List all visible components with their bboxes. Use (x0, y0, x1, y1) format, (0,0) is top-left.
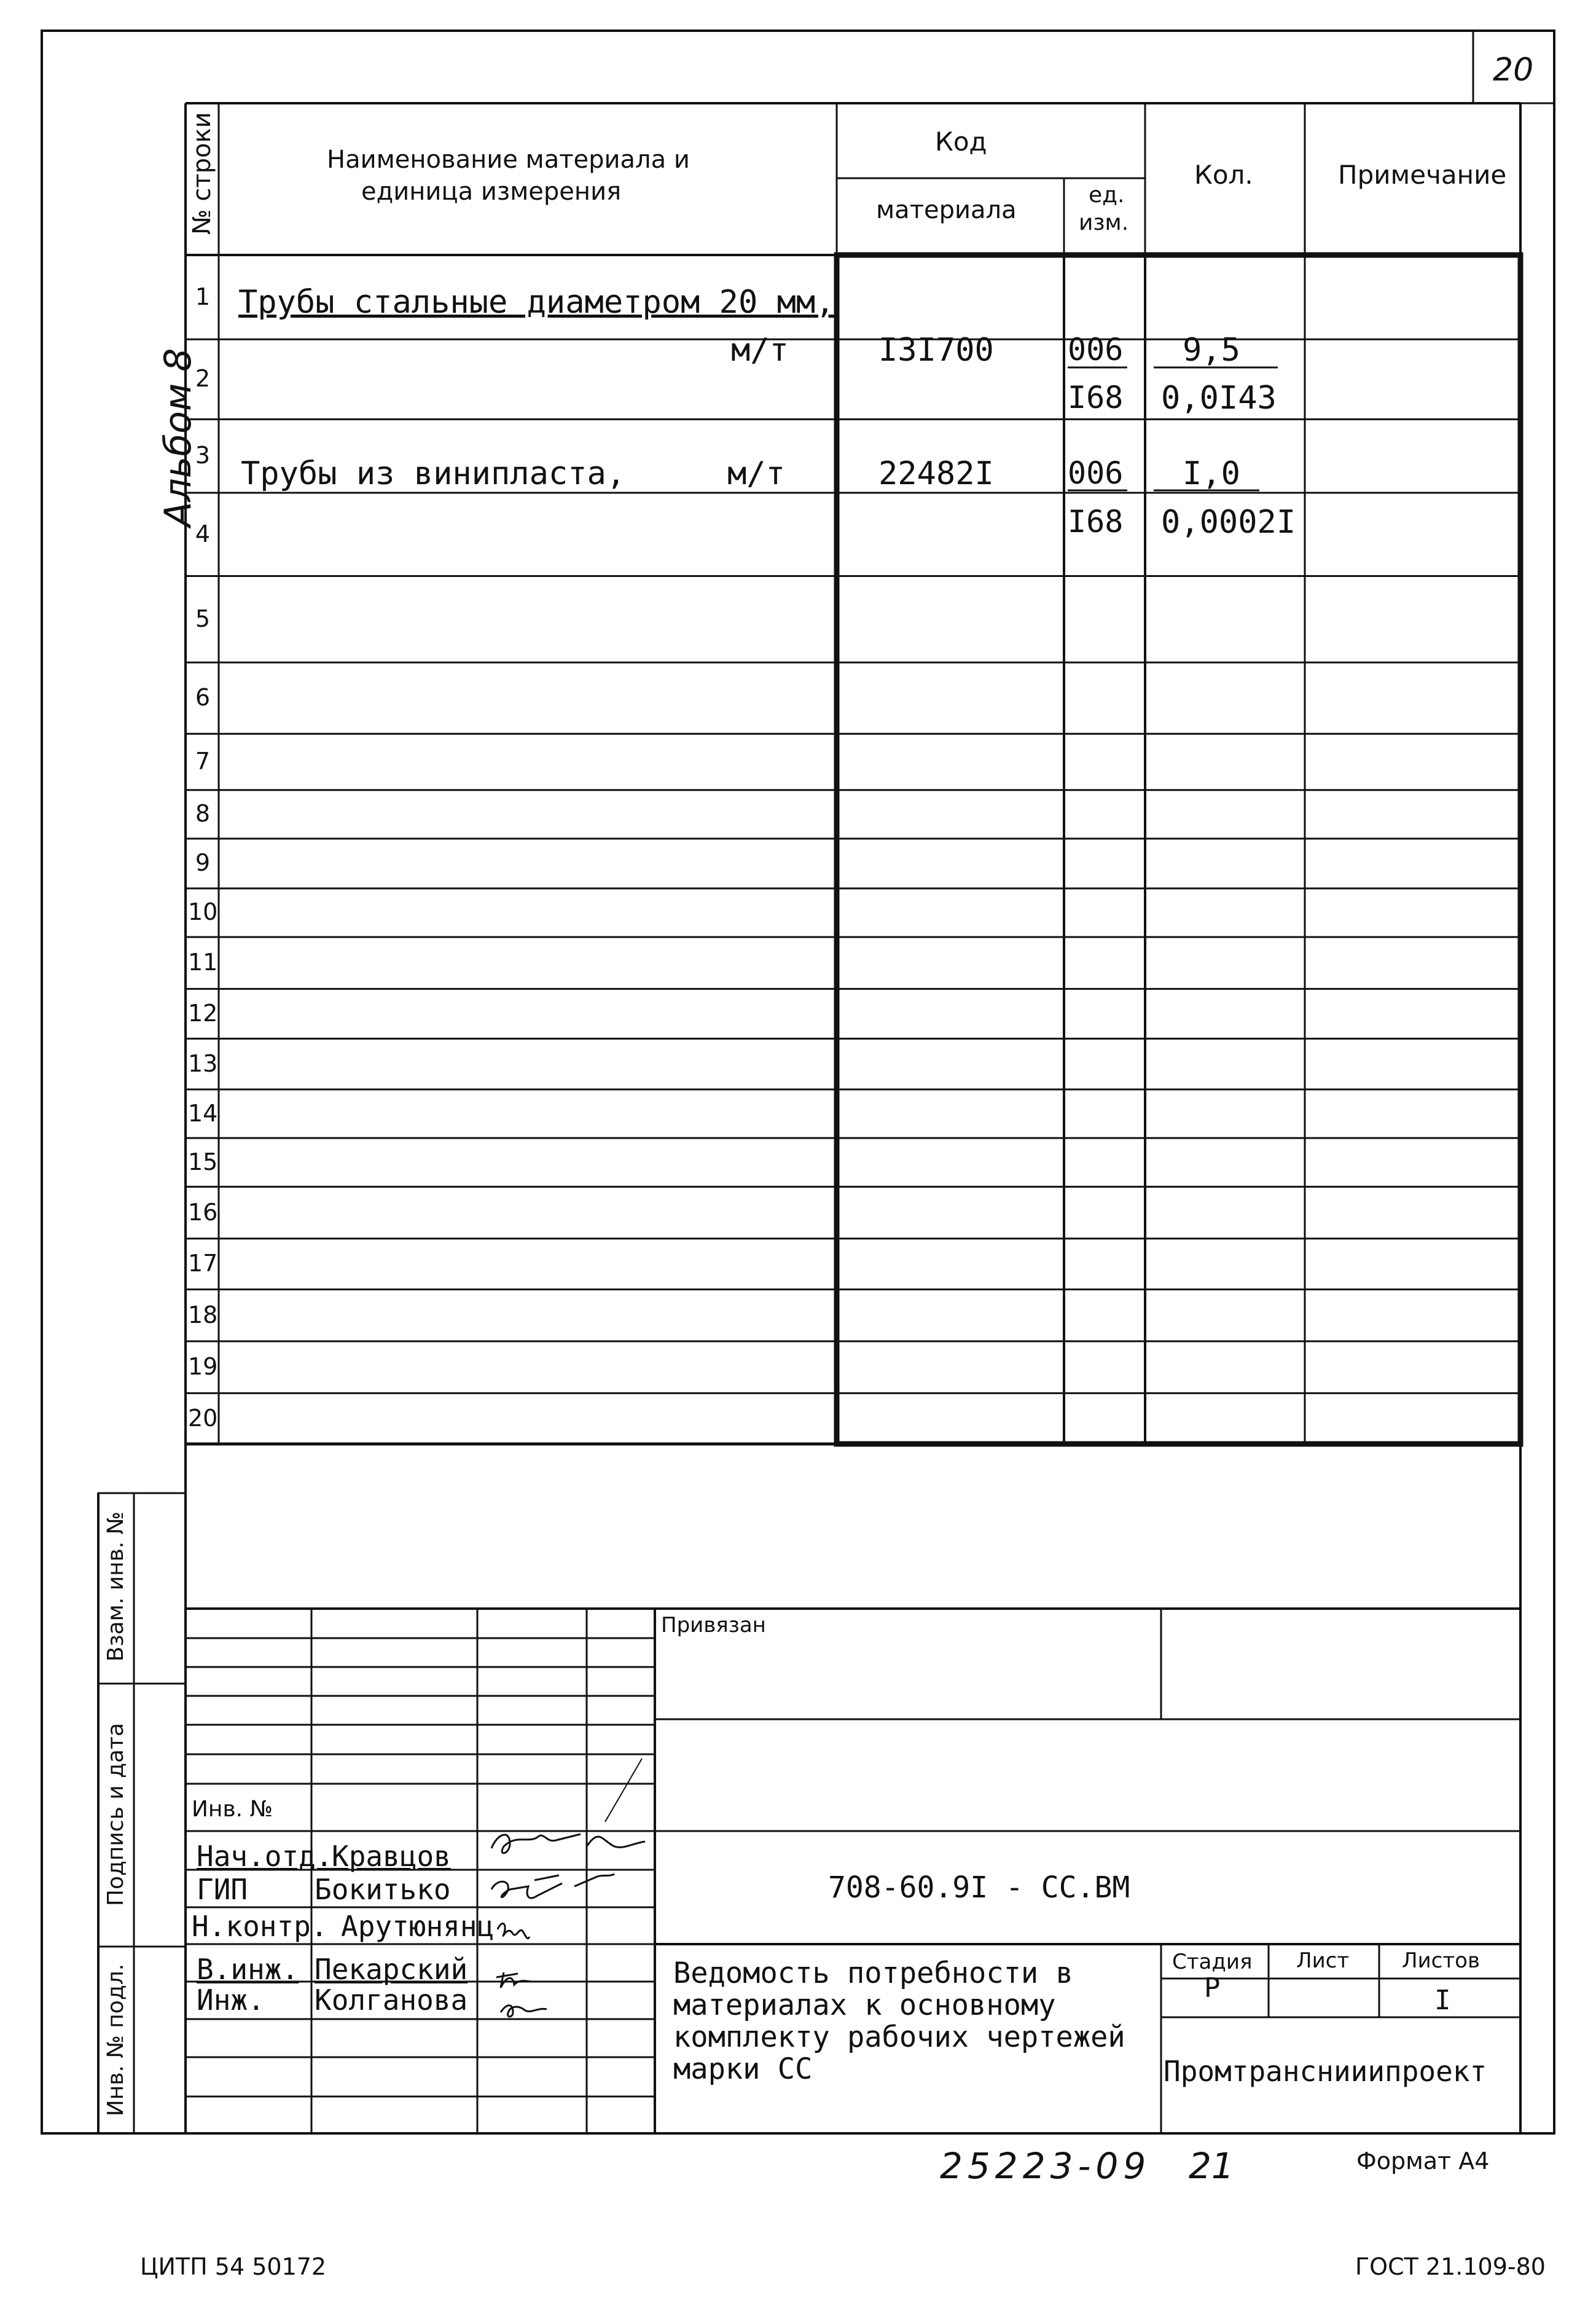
row-number: 5 (195, 605, 211, 632)
entry-row2-unit: м/т (731, 332, 789, 369)
side-label-inv-orig: Инв. № подл. (103, 1963, 128, 2117)
row-number: 8 (195, 800, 211, 828)
stamp-inv-no: Инв. № (192, 1797, 273, 1822)
page-number: 21 (1189, 2145, 1234, 2187)
row-number: 10 (188, 898, 218, 926)
row-number: 1 (195, 283, 211, 310)
stamp-title-line3: комплекту рабочих чертежей (673, 2020, 1125, 2054)
stamp-sheets-value: I (1434, 1985, 1451, 2016)
header-material: материала (876, 196, 1017, 224)
stamp-role-4: В.инж. (197, 1953, 299, 1986)
entry-row2-qty: 9,5 (1183, 332, 1240, 369)
row-number: 12 (188, 999, 218, 1027)
stamp-title-line4: марки СС (673, 2052, 813, 2086)
stamp-role-1: Нач.отд. (197, 1840, 333, 1873)
stamp-name-3: Арутюнянц (341, 1910, 495, 1943)
row-number: 19 (188, 1353, 218, 1381)
stamp-role-2: ГИП (197, 1873, 248, 1906)
stamp-stage-value: Р (1204, 1972, 1221, 2004)
row-number: 13 (188, 1049, 218, 1077)
sheet-number: 20 (1493, 52, 1534, 88)
stamp-title-line1: Ведомость потребности в (673, 1956, 1073, 1990)
entry-row2-material: I3I700 (878, 332, 994, 369)
row-number: 16 (188, 1198, 218, 1226)
archive-number: 25223-09 (940, 2145, 1151, 2187)
footer-right: ГОСТ 21.109-80 (1355, 2253, 1546, 2280)
stamp-sheet-label: Лист (1296, 1948, 1350, 1973)
header-unit-line1: ед. (1089, 182, 1125, 208)
header-name-line1: Наименование материала и (327, 146, 690, 174)
signature-strokes (491, 1834, 645, 2017)
side-label-sign-date: Подпись и дата (103, 1722, 128, 1907)
entry-row4-qty: I,0 (1183, 455, 1240, 492)
entry-row5-unitcode: I68 (1068, 504, 1124, 539)
header-qty: Кол. (1194, 160, 1253, 190)
row-number: 20 (188, 1404, 218, 1432)
entry-row4-name: Трубы из винипласта, (241, 455, 626, 492)
entry-row4-material: 22482I (878, 455, 994, 492)
stamp-privyazan: Привязан (661, 1613, 766, 1638)
entry-row3-unitcode: I68 (1068, 380, 1124, 415)
entry-row2-unitcode: 006 (1068, 332, 1124, 367)
format-label: Формат А4 (1356, 2147, 1490, 2175)
header-unit-line2: изм. (1079, 210, 1129, 235)
side-label-vzam-inv: Взам. инв. № (103, 1511, 128, 1662)
stamp-stage-label: Стадия (1172, 1950, 1253, 1974)
stamp-title-line2: материалах к основному (673, 1988, 1056, 2022)
entry-row1-name: Трубы стальные диаметром 20 мм, (238, 284, 835, 321)
stamp-role-5: Инж. (197, 1983, 265, 2017)
row-number: 14 (188, 1099, 218, 1127)
stamp-org: Промтранснииипроект (1164, 2055, 1487, 2088)
row-number: 11 (188, 949, 218, 976)
stamp-role-3: Н.контр. (192, 1910, 328, 1943)
row-number: 4 (195, 520, 211, 547)
entry-row4-unitcode: 006 (1068, 455, 1124, 491)
album-note: Альбом 8 (157, 348, 200, 527)
row-number: 7 (195, 748, 211, 775)
row-number: 6 (195, 684, 211, 712)
stamp-name-2: Бокитько (315, 1873, 451, 1906)
header-row-no: № строки (188, 112, 216, 235)
row-number: 3 (195, 442, 211, 469)
entry-row3-qty: 0,0I43 (1161, 380, 1277, 417)
stamp-name-4: Пекарский (315, 1953, 468, 1986)
stamp-name-1: Кравцов (332, 1840, 451, 1873)
row-number: 2 (195, 365, 211, 393)
header-note: Примечание (1338, 160, 1507, 190)
footer-left: ЦИТП 54 50172 (140, 2253, 327, 2280)
entry-row5-qty: 0,0002I (1161, 504, 1296, 541)
header-name-line2: единица измерения (361, 178, 622, 206)
stamp-sheets-label: Листов (1402, 1948, 1481, 1973)
row-number: 9 (195, 849, 211, 877)
row-number: 17 (188, 1250, 218, 1277)
header-code: Код (935, 127, 987, 157)
stamp-name-5: Колганова (315, 1983, 468, 2017)
stamp-doc-code: 708-60.9I - СС.ВМ (828, 1870, 1130, 1905)
row-number: 18 (188, 1301, 218, 1328)
entry-row4-unit: м/т (727, 455, 785, 492)
row-number: 15 (188, 1148, 218, 1175)
